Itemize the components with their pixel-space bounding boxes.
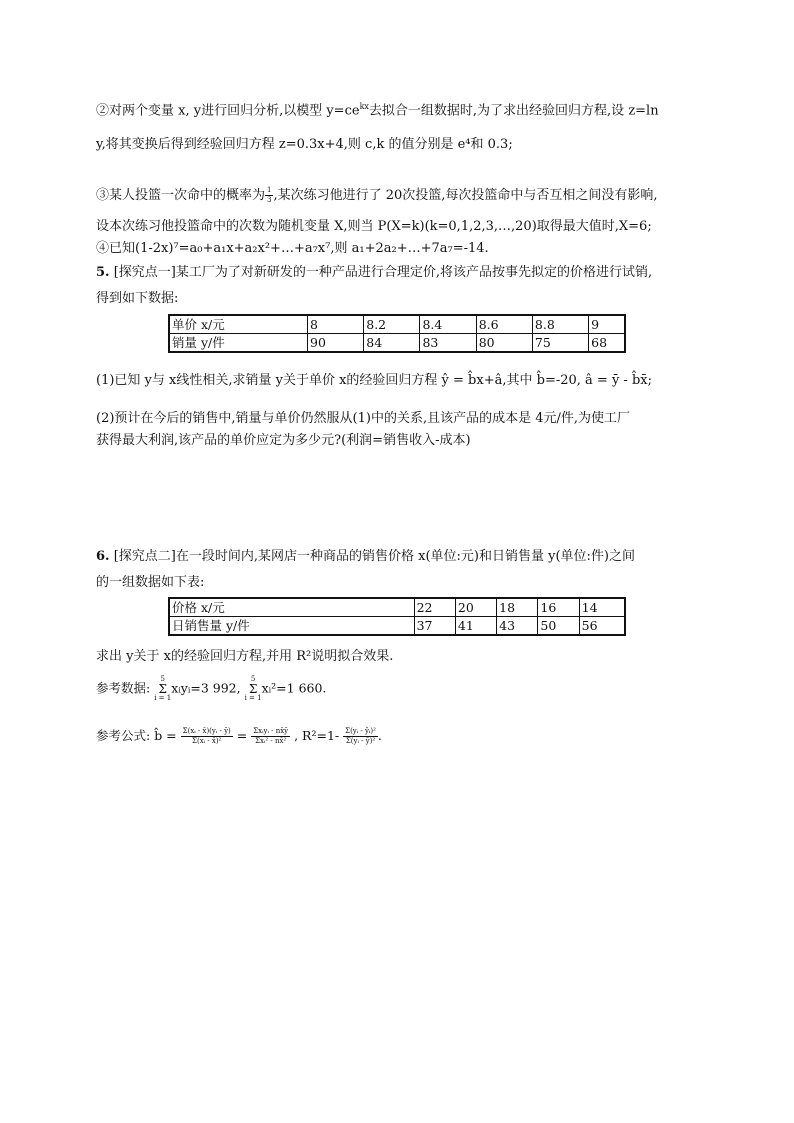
table-cell: 9	[589, 315, 625, 334]
q4-item2-line2: y,将其变换后得到经验回归方程 z=0.3x+4,则 c,k 的值分别是 e⁴和 0.3;	[96, 137, 513, 152]
q5-table	[168, 314, 626, 353]
q5-table-header-sales: 销量 y/件	[169, 334, 308, 353]
q5-part2-line1: (2)预计在今后的销售中,销量与单价仍然服从(1)中的关系,且该产品的成本是 4元/件,为使工厂	[96, 411, 631, 426]
q4-item3-text-b: ,某次练习他进行了 20次投篮,每次投篮命中与否互相之间没有影响,	[273, 188, 658, 203]
q4-item3-frac-den: 3	[267, 196, 272, 204]
table-cell: 22	[414, 598, 455, 617]
table-cell: 90	[308, 334, 364, 353]
q4-item3-frac-num: 1	[267, 186, 272, 194]
table-cell: 20	[455, 598, 496, 617]
q6-formula-r2: , R²=1-	[294, 728, 340, 743]
q6-table-header-sales: 日销售量 y/件	[169, 617, 414, 636]
q4-item2-text-a: ②对两个变量 x, y进行回归分析,以模型 y=ce	[96, 103, 360, 119]
table-cell: 37	[414, 617, 455, 636]
q6-reference-formula: 参考公式: b̂ = $\frac{\text{Σ(xᵢ - x̄)(yᵢ - ȳ)}}{\text{Σ(xᵢ - x̄)²}}$ = $\frac{\text{Σxᵢyᵢ - nx̄ȳ}}{\text{Σxᵢ² - nx̄²}}$ , R²=1- $\frac{\text{Σ(yᵢ - ŷᵢ)²}}{\text{Σ(yᵢ - ȳ)²}}$ .	[96, 727, 382, 745]
q6-ask: 求出 y关于 x的经验回归方程,并用 R²说明拟合效果.	[96, 649, 394, 664]
q6-table	[168, 597, 626, 636]
q5-stem-line2: 得到如下数据:	[96, 291, 179, 306]
q4-item4-line: ④已知(1-2x)⁷=a₀+a₁x+a₂x²+…+a₇x⁷,则 a₁+2a₂+…+7a₇=-14.	[96, 241, 489, 256]
q6-table-header-price: 价格 x/元	[169, 598, 414, 617]
table-cell: 80	[476, 334, 532, 353]
q6-ref-formula-label: 参考公式:	[96, 728, 151, 743]
table-cell: 8.6	[476, 315, 532, 334]
q6-reference-data	[96, 676, 326, 702]
q5-stem-text: [探究点一]某工厂为了对新研发的一种产品进行合理定价,将该产品按事先拟定的价格进行试销,	[113, 265, 653, 280]
q6-number: 6.	[96, 549, 110, 564]
sum-symbol: 5 Σ i = 1	[244, 675, 262, 702]
q5-part2-line2: 获得最大利润,该产品的单价应定为多少元?(利润=销售收入-成本)	[96, 433, 471, 448]
table-cell: 56	[579, 617, 625, 636]
q4-item3-line1	[96, 186, 658, 205]
q6-ref-data-1: xᵢyᵢ=3 992,	[171, 680, 241, 696]
table-row	[169, 617, 625, 636]
table-cell: 50	[538, 617, 579, 636]
table-cell: 8	[308, 315, 364, 334]
q6-formula-r2-fraction: $\frac{\text{Σ(yᵢ - ŷᵢ)²}}{\text{Σ(yᵢ - ȳ)²}}$	[345, 727, 376, 745]
q4-item3-text-a: ③某人投篮一次命中的概率为	[96, 188, 266, 203]
q5-part1: (1)已知 y与 x线性相关,求销量 y关于单价 x的经验回归方程 ŷ = b̂x+â,其中 b̂=-20, â = ȳ - b̂x̄;	[96, 373, 652, 388]
table-cell: 14	[579, 598, 625, 617]
table-cell: 8.8	[532, 315, 588, 334]
table-cell: 18	[497, 598, 538, 617]
q5-table-header-price: 单价 x/元	[169, 315, 308, 334]
q4-item3-line2: 设本次练习他投篮命中的次数为随机变量 X,则当 P(X=k)(k=0,1,2,3,…,20)取得最大值时,X=6;	[96, 219, 652, 234]
q5-stem-line1	[96, 264, 652, 282]
q4-item2-line1	[96, 98, 659, 120]
table-cell: 16	[538, 598, 579, 617]
table-cell: 8.2	[364, 315, 420, 334]
table-cell: 75	[532, 334, 588, 353]
table-cell: 68	[589, 334, 625, 353]
q6-formula-b: b̂ =	[154, 728, 177, 743]
q5-number: 5.	[96, 265, 110, 280]
q4-item2-exponent: kx	[359, 102, 369, 111]
table-cell: 43	[497, 617, 538, 636]
table-row	[169, 598, 625, 617]
q6-stem-text: [探究点二]在一段时间内,某网店一种商品的销售价格 x(单位:元)和日销售量 y(单位:件)之间	[113, 549, 635, 564]
q6-stem-line2: 的一组数据如下表:	[96, 575, 205, 590]
q6-formula-b-fraction-2: $\frac{\text{Σxᵢyᵢ - nx̄ȳ}}{\text{Σxᵢ² - nx̄²}}$	[253, 727, 289, 745]
q6-ref-data-2: xᵢ²=1 660.	[261, 680, 327, 696]
q6-formula-b-fraction-1: $\frac{\text{Σ(xᵢ - x̄)(yᵢ - ȳ)}}{\text{Σ(xᵢ - x̄)²}}$	[182, 727, 231, 745]
table-cell: 41	[455, 617, 496, 636]
q6-ref-data-label: 参考数据:	[96, 680, 151, 696]
table-row	[169, 315, 625, 334]
table-cell: 83	[420, 334, 476, 353]
table-row	[169, 334, 625, 353]
sum-symbol: 5 Σ i = 1	[154, 675, 172, 702]
q4-item2-text-b: 去拟合一组数据时,为了求出经验回归方程,设 z=ln	[368, 103, 659, 119]
table-cell: 84	[364, 334, 420, 353]
table-cell: 8.4	[420, 315, 476, 334]
q6-stem-line1	[96, 548, 635, 566]
